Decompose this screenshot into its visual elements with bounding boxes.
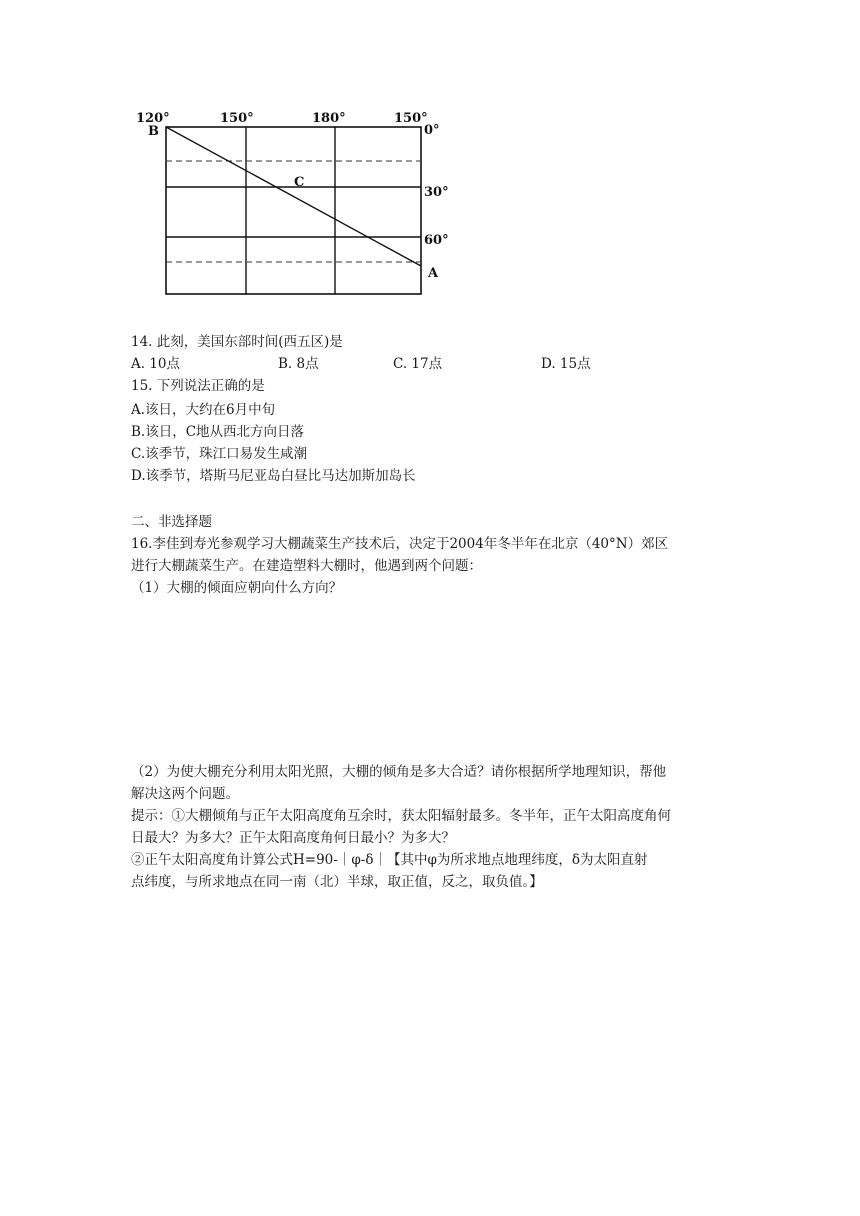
- right-label-0: 0°: [424, 123, 440, 138]
- q14-option-c: C. 17点: [393, 356, 443, 372]
- grid-frame: [166, 127, 421, 294]
- section-heading: 二、非选择题: [131, 514, 212, 530]
- right-label-30: 30°: [424, 185, 449, 200]
- point-c-label: C: [294, 175, 305, 190]
- diagram-svg: [128, 104, 468, 304]
- q15-option-b: B.该日，C地从西北方向日落: [131, 424, 305, 440]
- right-label-60: 60°: [424, 233, 449, 248]
- q15-option-c: C.该季节，珠江口易发生咸潮: [131, 446, 308, 462]
- top-label-120: 120°: [136, 111, 170, 126]
- q15-option-d: D.该季节，塔斯马尼亚岛白昼比马达加斯加岛长: [131, 468, 416, 484]
- q16-hint1-line1: 提示：①大棚倾角与正午太阳高度角互余时，获太阳辐射最多。冬半年，正午太阳高度角何: [131, 808, 671, 824]
- q16-stem-line2: 进行大棚蔬菜生产。在建造塑料大棚时，他遇到两个问题：: [131, 558, 482, 574]
- top-label-150-left: 150°: [220, 111, 254, 126]
- q16-hint2-line1: ②正午太阳高度角计算公式H=90-｜φ-δ｜【其中φ为所求地点地理纬度，δ为太阳直射: [131, 852, 648, 868]
- q15-stem: 15. 下列说法正确的是: [131, 378, 265, 394]
- q16-hint2-line2: 点纬度，与所求地点在同一南（北）半球，取正值，反之，取负值。】: [131, 874, 543, 890]
- q16-part1: （1）大棚的倾面应朝向什么方向？: [131, 580, 343, 596]
- q16-hint1-line2: 日最大？为多大？正午太阳高度角何日最小？为多大？: [131, 830, 455, 846]
- q14-option-b: B. 8点: [278, 356, 319, 372]
- q16-part2-line1: （2）为使大棚充分利用太阳光照，大棚的倾角是多大合适？请你根据所学地理知识，帮他: [131, 764, 667, 780]
- q14-option-a: A. 10点: [131, 356, 181, 372]
- top-label-150-right: 150°: [394, 111, 428, 126]
- top-label-180: 180°: [312, 111, 346, 126]
- q14-stem: 14. 此刻，美国东部时间(西五区)是: [131, 334, 343, 350]
- q16-part2-line2: 解决这两个问题。: [131, 786, 239, 802]
- latitude-longitude-diagram: [128, 104, 468, 304]
- point-a-label: A: [428, 266, 439, 281]
- q14-option-d: D. 15点: [541, 356, 591, 372]
- point-b-label: B: [148, 124, 159, 139]
- q15-option-a: A.该日，大约在6月中旬: [131, 402, 276, 418]
- terminator-line: [166, 127, 421, 266]
- q16-stem-line1: 16.李佳到寿光参观学习大棚蔬菜生产技术后，决定于2004年冬半年在北京（40°N）郊区: [131, 536, 669, 552]
